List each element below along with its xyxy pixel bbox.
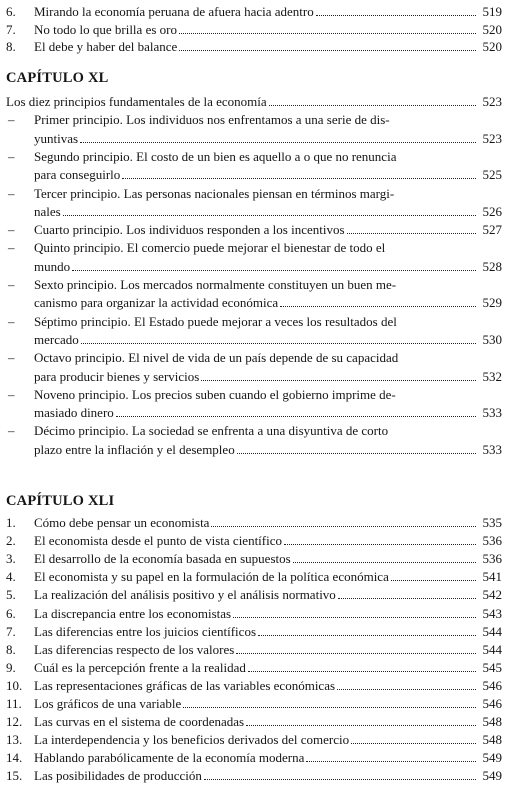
entry-text-wrap [34, 588, 502, 602]
entry-title: La realización del análisis positivo y el análisis normativo [34, 587, 336, 603]
page-number: 542 [482, 587, 502, 603]
chapter-intro [0, 92, 510, 110]
entry-dash: – [8, 313, 15, 329]
page-number: 527 [482, 222, 502, 238]
entry-title: Los diez principios fundamentales de la economía [6, 94, 267, 109]
entry-text-wrap [34, 570, 502, 584]
entry-title: Cómo debe pensar un economista [34, 515, 210, 530]
entry-text-wrap [34, 223, 502, 237]
entry-number: 6. [6, 4, 16, 19]
leader-dots [337, 689, 476, 690]
toc-entry [0, 202, 510, 220]
page-number: 526 [482, 203, 502, 219]
entry-title: mundo [34, 258, 71, 274]
page-number: 536 [482, 551, 502, 567]
entry-text-wrap [34, 715, 502, 729]
leader-dots [237, 453, 476, 454]
entry-title: para conseguirlo [34, 167, 121, 183]
entry-number: 4. [6, 569, 16, 585]
entry-number: 3. [6, 551, 16, 567]
entry-dash: – [8, 148, 15, 164]
entry-title: El desarrollo de la economía basada en supuestos [34, 551, 291, 567]
entry-title: Mirando la economía peruana de afuera hacia adentro [34, 4, 314, 19]
toc-entry [0, 330, 510, 348]
entry-title: Los gráficos de una variable [34, 696, 182, 711]
toc-entry [0, 676, 510, 694]
leader-dots [80, 142, 476, 143]
entry-title: No todo lo que brilla es oro [34, 21, 177, 37]
entry-text-wrap [34, 333, 502, 347]
entry-number: 7. [6, 623, 16, 639]
entry-title: Primer principio. Los individuos nos enfrentamos a una serie de dis- [34, 112, 390, 128]
entry-title: Séptimo principio. El Estado puede mejorar a veces los resultados del [34, 313, 397, 329]
toc-entry-line [0, 275, 510, 293]
toc-entry-line [0, 421, 510, 439]
entry-dash: – [8, 240, 15, 256]
page-number: 532 [482, 368, 502, 384]
toc-entry [0, 403, 510, 421]
entry-title: El economista desde el punto de vista científico [34, 533, 283, 549]
toc-entry [0, 220, 510, 238]
page-number: 544 [482, 623, 502, 639]
entry-text-wrap [34, 643, 502, 657]
leader-dots [258, 635, 476, 636]
entry-title: La discrepancia entre los economistas [34, 605, 232, 621]
toc-entry [0, 165, 510, 183]
page-number: 541 [482, 569, 502, 585]
entry-number: 5. [6, 587, 16, 603]
toc-entry-line [0, 147, 510, 165]
entry-number: 11. [6, 696, 22, 711]
entry-text-wrap [34, 150, 502, 164]
toc-entry [0, 694, 510, 712]
entry-text-wrap [34, 5, 502, 19]
page-number: 523 [482, 94, 502, 109]
entry-text-wrap [34, 260, 502, 274]
entry-text-wrap [34, 370, 502, 384]
entry-text-wrap [34, 132, 502, 146]
page-number: 535 [482, 515, 502, 530]
leader-dots [316, 15, 476, 16]
entry-number: 7. [6, 21, 16, 37]
entry-dash: – [8, 350, 15, 366]
entry-dash: – [8, 277, 15, 292]
page-number: 548 [482, 714, 502, 730]
page-number: 529 [482, 295, 502, 311]
entry-text-wrap [34, 241, 502, 255]
leader-dots [211, 526, 476, 527]
leader-dots [233, 617, 476, 618]
page-number: 533 [482, 405, 502, 421]
toc-entry-line [0, 184, 510, 202]
toc-entry [0, 257, 510, 275]
leader-dots [81, 343, 476, 344]
entry-text-wrap [34, 406, 502, 420]
leader-dots [351, 743, 476, 744]
entry-title: Noveno principio. Los precios suben cuando el gobierno imprime de- [34, 386, 396, 402]
leader-dots [284, 544, 476, 545]
leader-dots [269, 105, 476, 106]
entry-text-wrap [34, 679, 502, 693]
toc-entry [0, 293, 510, 311]
entry-number: 6. [6, 605, 16, 621]
entry-title: Octavo principio. El nivel de vida de un país depende de su capacidad [34, 350, 399, 366]
toc-entry [0, 20, 510, 38]
toc-entry [0, 640, 510, 658]
toc-entry-line [0, 348, 510, 366]
entry-title: para producir bienes y servicios [34, 368, 200, 384]
leader-dots [306, 761, 476, 762]
page-number: 523 [482, 130, 502, 146]
entry-title: La interdependencia y los beneficios derivados del comercio [34, 732, 350, 748]
entry-title: Quinto principio. El comercio puede mejorar el bienestar de todo el [34, 240, 386, 256]
leader-dots [122, 178, 476, 179]
leader-dots [246, 725, 476, 726]
toc-entry [0, 748, 510, 766]
leader-dots [338, 598, 476, 599]
toc-entry [0, 37, 510, 55]
entry-title: El debe y haber del balance [34, 39, 178, 55]
page-number: 528 [482, 258, 502, 274]
entry-number: 8. [6, 641, 16, 657]
leader-dots [248, 671, 476, 672]
entry-text-wrap [34, 351, 502, 365]
chapter-heading: CAPÍTULO XL [6, 70, 109, 86]
leader-dots [236, 653, 476, 654]
page-number: 549 [482, 768, 502, 784]
entry-title: Las diferencias entre los juicios científicos [34, 623, 257, 639]
leader-dots [293, 562, 476, 563]
toc-entry [0, 604, 510, 622]
entry-text-wrap [34, 40, 502, 54]
page-number: 520 [482, 39, 502, 55]
leader-dots [63, 215, 476, 216]
entry-text-wrap [34, 315, 502, 329]
entry-text-wrap [34, 205, 502, 219]
toc-entry [0, 367, 510, 385]
entry-number: 14. [6, 750, 23, 766]
entry-text-wrap [34, 113, 502, 127]
entry-number: 1. [6, 515, 16, 530]
entry-text-wrap [34, 443, 502, 457]
entry-title: Décimo principio. La sociedad se enfrenta a una disyuntiva de corto [34, 423, 389, 439]
entry-title: canismo para organizar la actividad económica [34, 295, 279, 311]
entry-title: Las curvas en el sistema de coordenadas [34, 714, 245, 730]
leader-dots [72, 270, 476, 271]
entry-dash: – [8, 386, 15, 402]
entry-text-wrap [34, 424, 502, 438]
page-number: 549 [482, 750, 502, 766]
page-number: 546 [482, 696, 502, 711]
toc-entry-line [0, 385, 510, 403]
entry-text-wrap [34, 168, 502, 182]
toc-entry [0, 440, 510, 458]
toc-entry-line [0, 110, 510, 128]
entry-text-wrap [34, 607, 502, 621]
toc-entry [0, 658, 510, 676]
entry-title: Las diferencias respecto de los valores [34, 641, 235, 657]
toc-entry [0, 549, 510, 567]
entry-title: Las posibilidades de producción [34, 768, 202, 784]
toc-entry [0, 585, 510, 603]
leader-dots [179, 50, 476, 51]
leader-dots [391, 580, 476, 581]
toc-entry [0, 567, 510, 585]
entry-number: 8. [6, 39, 16, 55]
toc-entry [0, 2, 510, 20]
entry-number: 12. [6, 714, 23, 730]
entry-text-wrap [34, 661, 502, 675]
entry-title: Hablando parabólicamente de la economía moderna [34, 750, 305, 766]
entry-text-wrap [34, 516, 502, 530]
entry-dash: – [8, 185, 15, 201]
page-number: 530 [482, 331, 502, 347]
entry-number: 10. [6, 677, 23, 693]
entry-dash: – [8, 222, 15, 238]
page-number: 533 [482, 441, 502, 457]
toc-entry [0, 622, 510, 640]
page-number: 546 [482, 677, 502, 693]
toc-entry [0, 730, 510, 748]
toc-entry-line [0, 238, 510, 256]
chapter-heading: CAPÍTULO XLI [6, 493, 115, 509]
page-number: 544 [482, 641, 502, 657]
toc-entry [0, 712, 510, 730]
entry-title: Sexto principio. Los mercados normalmente constituyen un buen me- [34, 277, 397, 292]
entry-title: mercado [34, 331, 79, 347]
entry-number: 2. [6, 533, 16, 549]
entry-text-wrap [6, 95, 502, 109]
page-number: 536 [482, 533, 502, 549]
page-number: 545 [482, 659, 502, 675]
toc-entry [0, 129, 510, 147]
entry-title: El economista y su papel en la formulación de la política económica [34, 569, 389, 585]
entry-text-wrap [34, 278, 502, 292]
entry-number: 9. [6, 659, 16, 675]
page-number: 520 [482, 21, 502, 37]
entry-text-wrap [34, 187, 502, 201]
entry-number: 13. [6, 732, 23, 748]
entry-text-wrap [34, 388, 502, 402]
entry-dash: – [8, 112, 15, 128]
entry-title: Las representaciones gráficas de las variables económicas [34, 677, 336, 693]
entry-text-wrap [34, 552, 502, 566]
entry-title: Tercer principio. Las personas nacionales piensan en términos margi- [34, 185, 395, 201]
entry-text-wrap [34, 625, 502, 639]
toc-entry-line [0, 312, 510, 330]
leader-dots [201, 380, 476, 381]
leader-dots [347, 233, 476, 234]
entry-title: Segundo principio. El costo de un bien es aquello a o que no renuncia [34, 148, 397, 164]
entry-title: yuntivas [34, 130, 79, 146]
toc-entry [0, 766, 510, 784]
entry-number: 15. [6, 768, 23, 784]
page-number: 548 [482, 732, 502, 748]
toc-entry [0, 513, 510, 531]
entry-title: plazo entre la inflación y el desempleo [34, 441, 235, 457]
entry-title: Cuarto principio. Los individuos responden a los incentivos [34, 222, 345, 238]
entry-text-wrap [34, 769, 502, 783]
entry-text-wrap [34, 534, 502, 548]
page-number: 519 [482, 4, 502, 19]
entry-dash: – [8, 423, 15, 439]
toc-entry [0, 531, 510, 549]
page-number: 525 [482, 167, 502, 183]
entry-text-wrap [34, 296, 502, 310]
leader-dots [183, 707, 476, 708]
entry-text-wrap [34, 751, 502, 765]
entry-text-wrap [34, 23, 502, 37]
entry-title: nales [34, 203, 61, 219]
leader-dots [204, 779, 476, 780]
entry-title: masiado dinero [34, 405, 114, 421]
leader-dots [179, 33, 476, 34]
leader-dots [280, 306, 476, 307]
entry-text-wrap [34, 733, 502, 747]
entry-text-wrap [34, 697, 502, 711]
entry-title: Cuál es la percepción frente a la realidad [34, 659, 246, 675]
leader-dots [116, 416, 476, 417]
page-number: 543 [482, 605, 502, 621]
